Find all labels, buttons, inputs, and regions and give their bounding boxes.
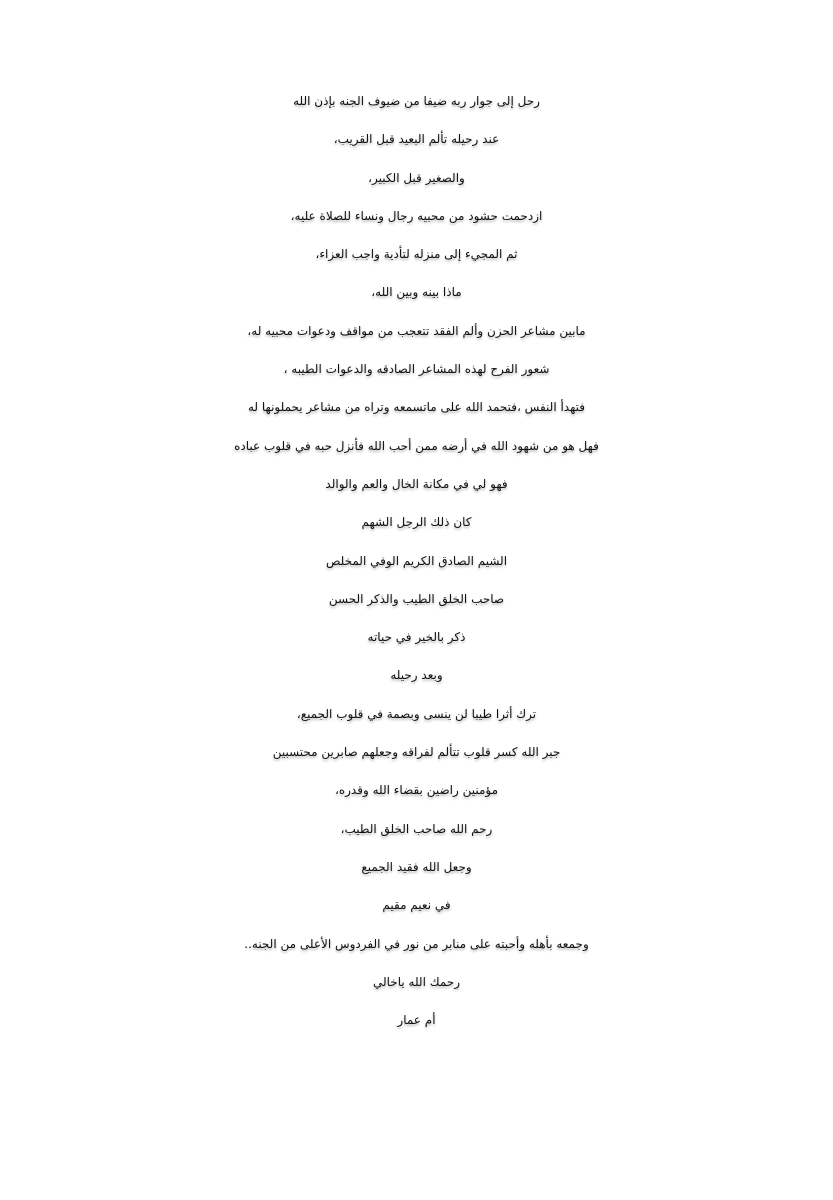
text-line: فهل هو من شهود الله في أرضه ممن أحب الله فأنزل حبه في قلوب عباده xyxy=(234,438,599,453)
text-line: رحمك الله ياخالي xyxy=(372,974,461,989)
text-line: ازدحمت حشود من محبيه رجال ونساء للصلاة عليه، xyxy=(290,208,543,223)
condolence-text xyxy=(0,82,833,1039)
text-line: جبر الله كسر قلوب تتألم لفراقه وجعلهم صابرين محتسبين xyxy=(272,745,561,760)
text-line: رحل إلى جوار ربه ضيفا من ضيوف الجنه بإذن الله xyxy=(293,94,540,108)
text-line: كان ذلك الرجل الشهم xyxy=(361,515,472,530)
text-line: وجعل الله فقيد الجميع xyxy=(361,859,472,874)
text-line: ماذا بينه وبين الله، xyxy=(371,285,462,300)
text-line: مؤمنين راضين بقضاء الله وقدره، xyxy=(334,783,499,798)
text-line: صاحب الخلق الطيب والذكر الحسن xyxy=(328,591,505,606)
text-line: عند رحيله تألم البعيد قبل القريب، xyxy=(333,132,500,147)
text-line: الشيم الصادق الكريم الوفي المخلص xyxy=(325,553,508,568)
text-line: وبعد رحيله xyxy=(390,668,443,683)
signature-line: أم عمار xyxy=(397,1013,436,1028)
text-line: مابين مشاعر الحزن وألم الفقد تتعجب من مواقف ودعوات محبيه له، xyxy=(247,323,586,338)
text-line: في نعيم مقيم xyxy=(382,898,451,913)
text-line: ذكر بالخير في حياته xyxy=(367,630,466,645)
text-line: فتهدأ النفس ،فتحمد الله على ماتسمعه وتراه من مشاعر يحملونها له xyxy=(247,400,585,415)
text-line: ثم المجيء إلى منزله لتأدية واجب العزاء، xyxy=(315,247,518,262)
text-line: وجمعه بأهله وأحبته على منابر من نور في الفردوس الأعلى من الجنه.. xyxy=(244,936,589,951)
text-line: ترك أثرا طيبا لن ينسى وبصمة في قلوب الجميع، xyxy=(296,706,537,721)
text-line: والصغير قبل الكبير، xyxy=(368,170,465,185)
text-line: فهو لي في مكانة الخال والعم والوالد xyxy=(325,476,508,491)
text-line: رحم الله صاحب الخلق الطيب، xyxy=(340,821,493,836)
text-line: شعور الفرح لهذه المشاعر الصادقه والدعوات الطيبه ، xyxy=(283,362,550,377)
